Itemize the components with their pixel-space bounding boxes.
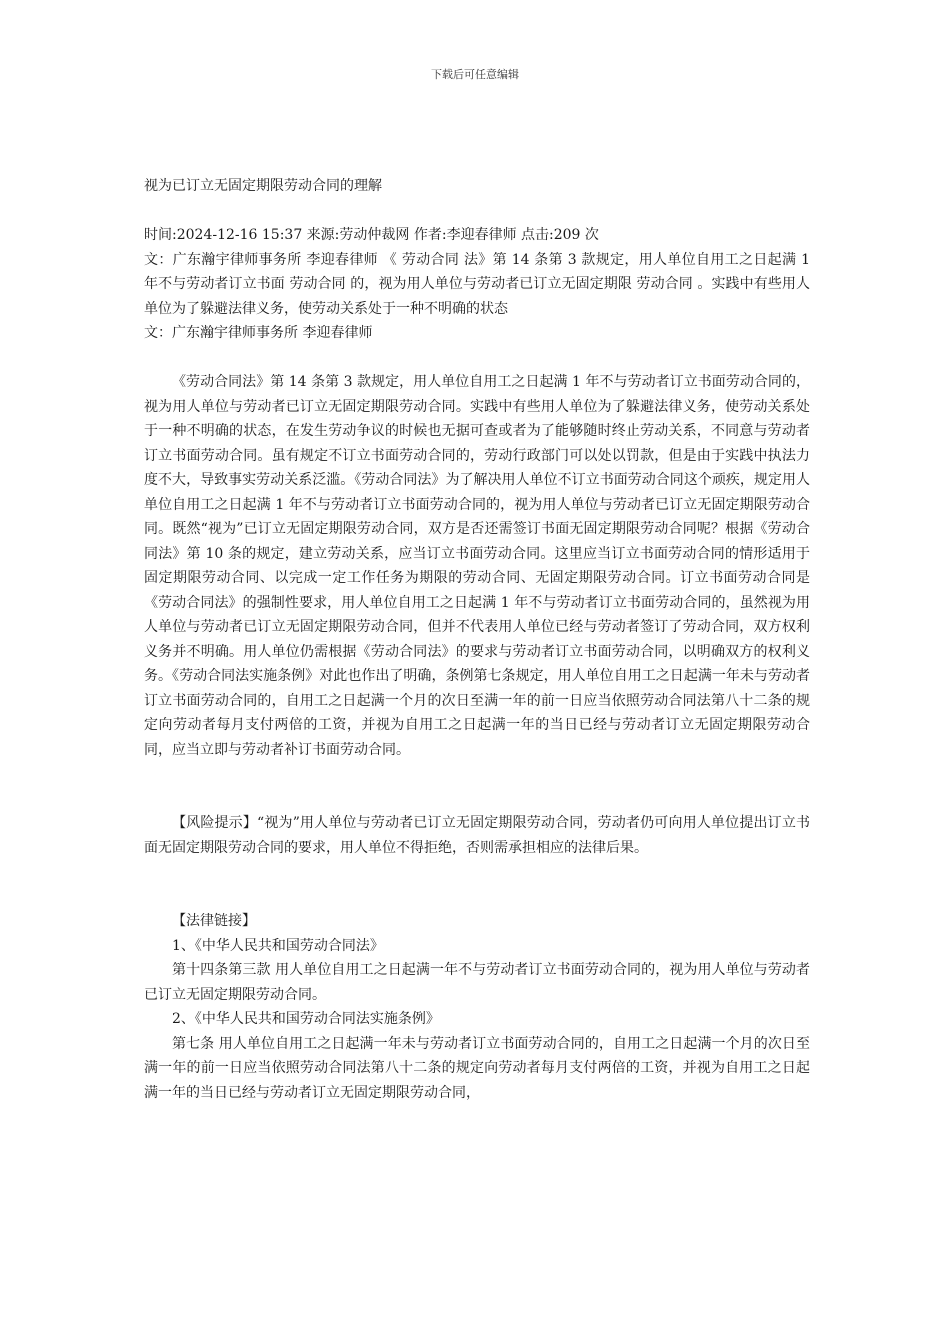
law2-title: 2、《中华人民共和国劳动合同法实施条例》 — [172, 1011, 440, 1027]
legal-links-heading: 【法律链接】 — [172, 913, 256, 929]
page-header-note: 下载后可任意编辑 — [431, 68, 519, 81]
article-body: 《劳动合同法》第 14 条第 3 款规定，用人单位自用工之日起满 1 年不与劳动者订立书面劳动合同的，视为用人单位与劳动者已订立无固定期限劳动合同。实践中有些用人单位为了躲避法律义务，使劳动关系处于一种不明确的状态，在发生劳动争议的时候也无据可查或者为了能够随时终止劳动关系，不同意与劳动者订立书面劳动合同。虽有规定不订立书面劳动合同的，劳动行政部门可以处以罚款，但是由于实践中执法力度不大，导致事实劳动关系泛滥。《劳动合同法》为了解决用人单位不订立书面劳动合同这个顽疾，规定用人单位自用工之日起满 1 年不与劳动者订立书面劳动合同的，视为用人单位与劳动者已订立无固定期限劳动合同。既然“视为”已订立无固定期限劳动合同，双方是否还需签订书面无固定期限劳动合同呢？根据《劳动合同法》第 10 条的规定，建立劳动关系，应当订立书面劳动合同。这里应当订立书面劳动合同的情形适用于固定期限劳动合同、以完成一定工作任务为期限的劳动合同、无固定期限劳动合同。订立书面劳动合同是《劳动合同法》的强制性要求，用人单位自用工之日起满 1 年不与劳动者订立书面劳动合同的，虽然视为用人单位与劳动者已订立无固定期限劳动合同，但并不代表用人单位已经与劳动者签订了劳动合同，双方权利义务并不明确。用人单位仍需根据《劳动合同法》的要求与劳动者订立书面劳动合同，以明确双方的权利义务。《劳动合同法实施条例》对此也作出了明确，条例第七条规定，用人单位自用工之日起满一年未与劳动者订立书面劳动合同的，自用工之日起满一个月的次日至满一年的前一日应当依照劳动合同法第八十二条的规定向劳动者每月支付两倍的工资，并视为自用工之日起满一年的当日已经与劳动者订立无固定期限劳动合同，应当立即与劳动者补订书面劳动合同。 — [144, 374, 810, 758]
spacer — [144, 762, 810, 811]
law1-title: 1、《中华人民共和国劳动合同法》 — [172, 937, 384, 954]
spacer — [144, 860, 810, 909]
spacer — [144, 346, 810, 371]
article-content — [144, 174, 810, 1105]
article-byline: 文：广东瀚宇律师事务所 李迎春律师 — [144, 325, 373, 341]
article-summary: 文：广东瀚宇律师事务所 李迎春律师 《 劳动合同 法》第 14 条第 3 款规定，用人单位自用工之日起满 1 年不与劳动者订立书面 劳动合同 的，视为用人单位与劳动者已订立无固定期限 劳动合同 。实践中有些用人单位为了躲避法律义务，使劳动关系处于一种不明确的状态 — [144, 251, 810, 317]
law2-text: 第七条 用人单位自用工之日起满一年未与劳动者订立书面劳动合同的，自用工之日起满一个月的次日至满一年的前一日应当依照劳动合同法第八十二条的规定向劳动者每月支付两倍的工资，并视为自用工之日起满一年的当日已经与劳动者订立无固定期限劳动合同， — [144, 1035, 810, 1101]
risk-tip: 【风险提示】“视为”用人单位与劳动者已订立无固定期限劳动合同，劳动者仍可向用人单位提出订立书面无固定期限劳动合同的要求，用人单位不得拒绝，否则需承担相应的法律后果。 — [144, 815, 810, 856]
article-title: 视为已订立无固定期限劳动合同的理解 — [144, 178, 382, 194]
article-meta: 时间:2024-12-16 15:37 来源:劳动仲裁网 作者:李迎春律师 点击:209 次 — [144, 227, 599, 243]
law1-text: 第十四条第三款 用人单位自用工之日起满一年不与劳动者订立书面劳动合同的，视为用人单位与劳动者已订立无固定期限劳动合同。 — [144, 962, 810, 1003]
